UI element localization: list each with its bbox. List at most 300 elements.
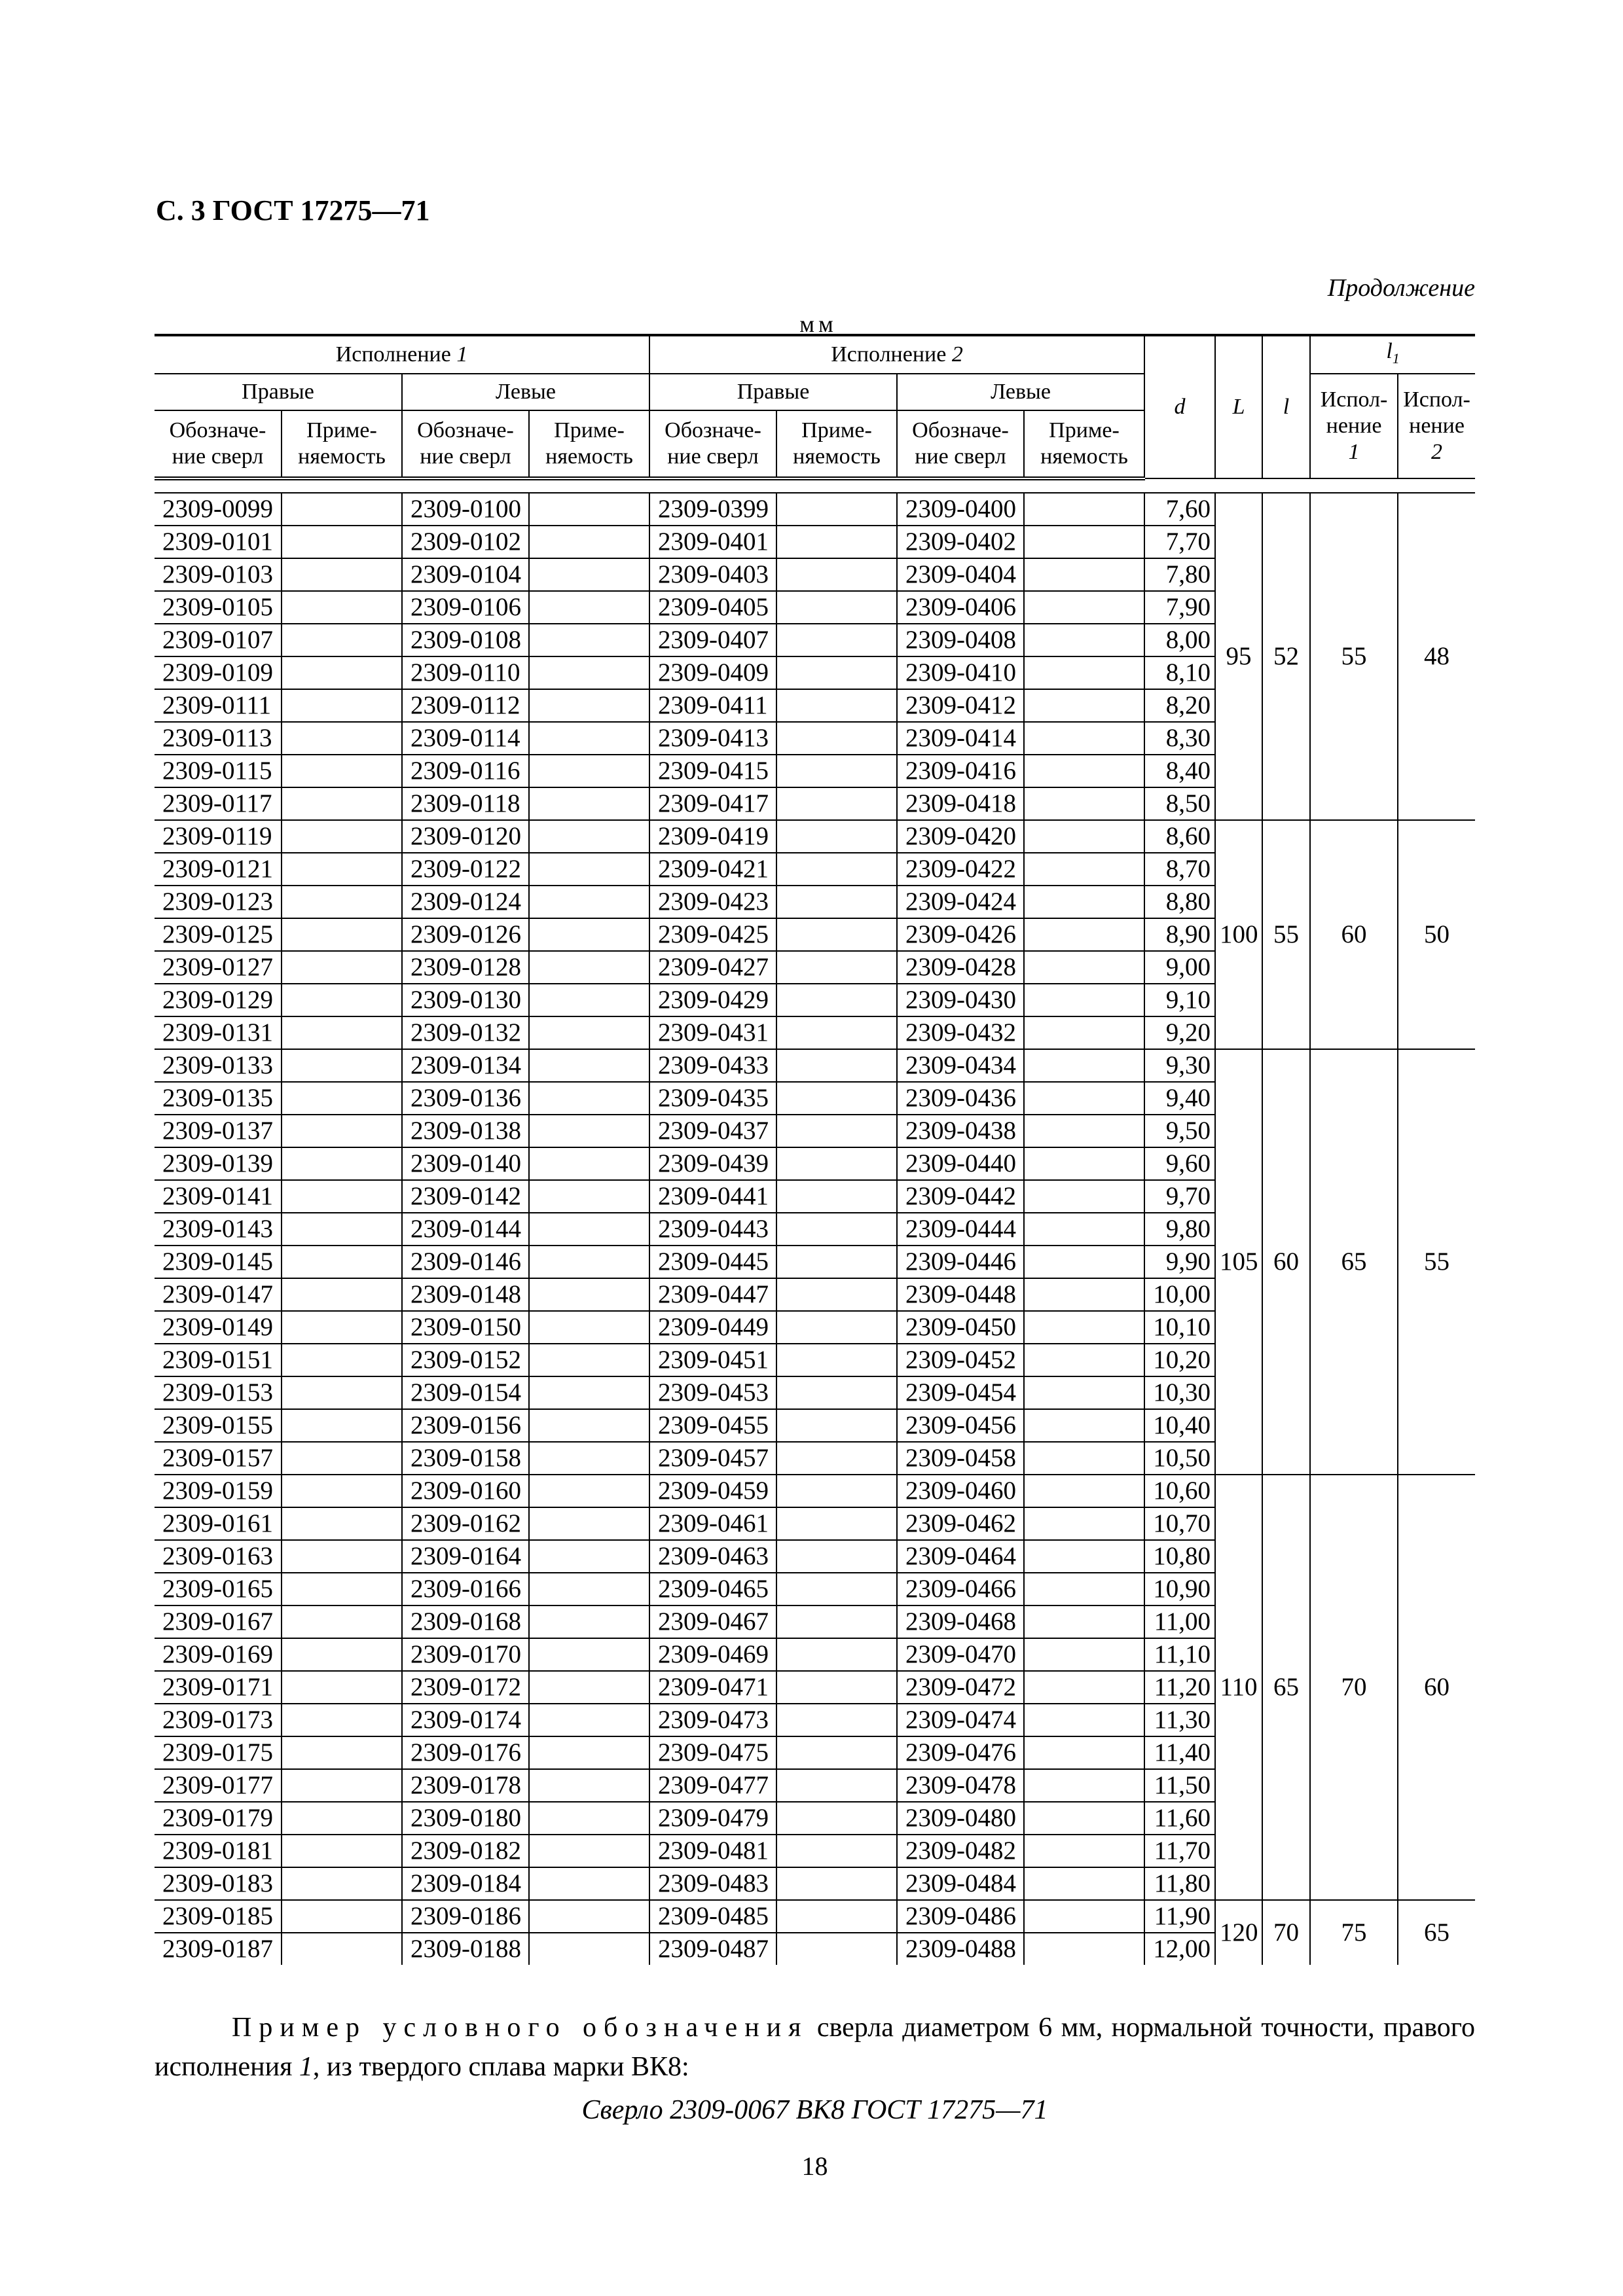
applicability-cell <box>776 1638 897 1671</box>
designation-left-1: 2309-0180 <box>402 1802 529 1835</box>
header-l: l <box>1262 335 1310 478</box>
applicability-cell <box>529 1115 649 1147</box>
designation-left-2: 2309-0438 <box>897 1115 1024 1147</box>
applicability-cell <box>776 1115 897 1147</box>
designation-right-1: 2309-0121 <box>155 853 282 886</box>
diameter-cell: 7,90 <box>1144 591 1215 624</box>
applicability-cell <box>776 1213 897 1246</box>
applicability-cell <box>1024 886 1144 918</box>
designation-left-1: 2309-0158 <box>402 1442 529 1475</box>
designation-left-2: 2309-0488 <box>897 1933 1024 1965</box>
designation-right-2: 2309-0471 <box>649 1671 776 1704</box>
diameter-cell: 10,80 <box>1144 1540 1215 1573</box>
applicability-cell <box>529 1376 649 1409</box>
designation-right-1: 2309-0169 <box>155 1638 282 1671</box>
header-l1-execution-2: Испол- нение 2 <box>1398 374 1475 478</box>
applicability-cell <box>1024 1147 1144 1180</box>
designation-left-1: 2309-0164 <box>402 1540 529 1573</box>
applicability-cell <box>282 853 402 886</box>
designation-left-2: 2309-0452 <box>897 1344 1024 1376</box>
applicability-cell <box>1024 755 1144 787</box>
l1-execution-1-cell: 65 <box>1310 1049 1398 1475</box>
applicability-cell <box>529 1213 649 1246</box>
designation-left-2: 2309-0460 <box>897 1475 1024 1507</box>
applicability-cell <box>1024 591 1144 624</box>
applicability-cell <box>776 1835 897 1867</box>
applicability-cell <box>1024 1867 1144 1900</box>
designation-left-1: 2309-0146 <box>402 1246 529 1278</box>
applicability-cell <box>529 493 649 526</box>
applicability-cell <box>776 1867 897 1900</box>
applicability-cell <box>776 591 897 624</box>
applicability-cell <box>776 1475 897 1507</box>
applicability-cell <box>282 558 402 591</box>
designation-right-2: 2309-0451 <box>649 1344 776 1376</box>
designation-left-2: 2309-0406 <box>897 591 1024 624</box>
designation-left-2: 2309-0416 <box>897 755 1024 787</box>
designation-left-2: 2309-0456 <box>897 1409 1024 1442</box>
designation-right-1: 2309-0101 <box>155 526 282 558</box>
designation-right-1: 2309-0171 <box>155 1671 282 1704</box>
applicability-cell <box>1024 1278 1144 1311</box>
applicability-cell <box>282 493 402 526</box>
designation-right-1: 2309-0173 <box>155 1704 282 1736</box>
designation-left-1: 2309-0184 <box>402 1867 529 1900</box>
designation-left-1: 2309-0132 <box>402 1016 529 1049</box>
designation-right-2: 2309-0443 <box>649 1213 776 1246</box>
l1-execution-2-cell: 55 <box>1398 1049 1475 1475</box>
designation-right-2: 2309-0421 <box>649 853 776 886</box>
applicability-cell <box>776 1736 897 1769</box>
diameter-cell: 9,90 <box>1144 1246 1215 1278</box>
applicability-cell <box>1024 1605 1144 1638</box>
designation-left-2: 2309-0402 <box>897 526 1024 558</box>
designation-right-1: 2309-0185 <box>155 1900 282 1933</box>
applicability-cell <box>1024 1573 1144 1605</box>
diameter-cell: 9,30 <box>1144 1049 1215 1082</box>
diameter-cell: 8,50 <box>1144 787 1215 820</box>
applicability-cell <box>529 787 649 820</box>
applicability-cell <box>529 918 649 951</box>
designation-left-1: 2309-0176 <box>402 1736 529 1769</box>
applicability-cell <box>1024 558 1144 591</box>
designation-right-1: 2309-0135 <box>155 1082 282 1115</box>
applicability-cell <box>529 1736 649 1769</box>
designation-right-2: 2309-0405 <box>649 591 776 624</box>
designation-left-1: 2309-0178 <box>402 1769 529 1802</box>
applicability-cell <box>1024 1933 1144 1965</box>
designation-right-2: 2309-0415 <box>649 755 776 787</box>
designation-right-2: 2309-0413 <box>649 722 776 755</box>
designation-right-2: 2309-0483 <box>649 1867 776 1900</box>
designation-left-1: 2309-0174 <box>402 1704 529 1736</box>
applicability-cell <box>282 787 402 820</box>
applicability-cell <box>529 1475 649 1507</box>
designation-left-1: 2309-0182 <box>402 1835 529 1867</box>
designation-left-1: 2309-0170 <box>402 1638 529 1671</box>
designation-left-1: 2309-0136 <box>402 1082 529 1115</box>
applicability-cell <box>1024 820 1144 853</box>
applicability-cell <box>282 1605 402 1638</box>
applicability-cell <box>776 1802 897 1835</box>
designation-right-1: 2309-0141 <box>155 1180 282 1213</box>
designation-left-1: 2309-0144 <box>402 1213 529 1246</box>
designation-right-2: 2309-0457 <box>649 1442 776 1475</box>
designation-right-1: 2309-0187 <box>155 1933 282 1965</box>
designation-left-1: 2309-0156 <box>402 1409 529 1442</box>
applicability-cell <box>776 1311 897 1344</box>
diameter-cell: 10,30 <box>1144 1376 1215 1409</box>
designation-right-1: 2309-0099 <box>155 493 282 526</box>
applicability-cell <box>282 1867 402 1900</box>
designation-left-2: 2309-0472 <box>897 1671 1024 1704</box>
designation-left-1: 2309-0118 <box>402 787 529 820</box>
applicability-cell <box>1024 1376 1144 1409</box>
header-applicability: Приме- няемость <box>529 410 649 478</box>
diameter-cell: 7,80 <box>1144 558 1215 591</box>
header-d: d <box>1144 335 1215 478</box>
applicability-cell <box>282 1475 402 1507</box>
length-l-cell: 52 <box>1262 493 1310 820</box>
applicability-cell <box>529 1605 649 1638</box>
length-L-cell: 95 <box>1215 493 1262 820</box>
applicability-cell <box>776 984 897 1016</box>
applicability-cell <box>1024 1115 1144 1147</box>
designation-left-2: 2309-0426 <box>897 918 1024 951</box>
designation-right-2: 2309-0431 <box>649 1016 776 1049</box>
applicability-cell <box>529 591 649 624</box>
designation-left-2: 2309-0458 <box>897 1442 1024 1475</box>
designation-right-2: 2309-0411 <box>649 689 776 722</box>
diameter-cell: 11,80 <box>1144 1867 1215 1900</box>
header-designation: Обозначе- ние сверл <box>897 410 1024 478</box>
designation-right-2: 2309-0401 <box>649 526 776 558</box>
designation-right-1: 2309-0161 <box>155 1507 282 1540</box>
l1-execution-1-cell: 55 <box>1310 493 1398 820</box>
applicability-cell <box>776 1507 897 1540</box>
applicability-cell <box>1024 689 1144 722</box>
diameter-cell: 9,00 <box>1144 951 1215 984</box>
applicability-cell <box>1024 1507 1144 1540</box>
designation-left-2: 2309-0436 <box>897 1082 1024 1115</box>
diameter-cell: 11,90 <box>1144 1900 1215 1933</box>
diameter-cell: 8,70 <box>1144 853 1215 886</box>
applicability-cell <box>776 1900 897 1933</box>
header-right-1: Правые <box>155 374 402 410</box>
applicability-cell <box>1024 1344 1144 1376</box>
designation-left-2: 2309-0480 <box>897 1802 1024 1835</box>
designation-left-2: 2309-0446 <box>897 1246 1024 1278</box>
applicability-cell <box>776 1704 897 1736</box>
designation-left-2: 2309-0408 <box>897 624 1024 656</box>
units-label: мм <box>799 311 837 337</box>
applicability-cell <box>1024 1638 1144 1671</box>
applicability-cell <box>282 1802 402 1835</box>
designation-left-1: 2309-0154 <box>402 1376 529 1409</box>
designation-right-1: 2309-0123 <box>155 886 282 918</box>
header-right-2: Правые <box>649 374 897 410</box>
designation-right-2: 2309-0407 <box>649 624 776 656</box>
designation-right-1: 2309-0175 <box>155 1736 282 1769</box>
designation-right-1: 2309-0137 <box>155 1115 282 1147</box>
header-execution-2: Исполнение 2 <box>649 335 1144 374</box>
applicability-cell <box>776 1671 897 1704</box>
designation-right-1: 2309-0115 <box>155 755 282 787</box>
applicability-cell <box>529 1082 649 1115</box>
designation-left-1: 2309-0134 <box>402 1049 529 1082</box>
applicability-cell <box>776 853 897 886</box>
applicability-cell <box>529 886 649 918</box>
header-execution-1: Исполнение 1 <box>155 335 649 374</box>
length-l-cell: 55 <box>1262 820 1310 1049</box>
applicability-cell <box>529 1573 649 1605</box>
applicability-cell <box>529 1769 649 1802</box>
designation-left-2: 2309-0420 <box>897 820 1024 853</box>
applicability-cell <box>529 1835 649 1867</box>
designation-right-1: 2309-0119 <box>155 820 282 853</box>
applicability-cell <box>776 755 897 787</box>
diameter-cell: 8,90 <box>1144 918 1215 951</box>
applicability-cell <box>282 1900 402 1933</box>
applicability-cell <box>282 1147 402 1180</box>
designation-right-2: 2309-0463 <box>649 1540 776 1573</box>
applicability-cell <box>282 820 402 853</box>
applicability-cell <box>529 820 649 853</box>
designation-right-2: 2309-0449 <box>649 1311 776 1344</box>
diameter-cell: 11,00 <box>1144 1605 1215 1638</box>
designation-right-2: 2309-0469 <box>649 1638 776 1671</box>
diameter-cell: 10,10 <box>1144 1311 1215 1344</box>
applicability-cell <box>1024 1802 1144 1835</box>
diameter-cell: 8,00 <box>1144 624 1215 656</box>
length-l-cell: 70 <box>1262 1900 1310 1965</box>
designation-right-1: 2309-0177 <box>155 1769 282 1802</box>
l1-execution-1-cell: 70 <box>1310 1475 1398 1900</box>
header-designation: Обозначе- ние сверл <box>402 410 529 478</box>
applicability-cell <box>776 1049 897 1082</box>
applicability-cell <box>1024 918 1144 951</box>
designation-left-1: 2309-0130 <box>402 984 529 1016</box>
applicability-cell <box>1024 526 1144 558</box>
header-left-2: Левые <box>897 374 1144 410</box>
designation-right-1: 2309-0167 <box>155 1605 282 1638</box>
applicability-cell <box>282 1115 402 1147</box>
diameter-cell: 11,10 <box>1144 1638 1215 1671</box>
length-L-cell: 100 <box>1215 820 1262 1049</box>
designation-right-2: 2309-0461 <box>649 1507 776 1540</box>
designation-left-1: 2309-0188 <box>402 1933 529 1965</box>
designation-left-2: 2309-0442 <box>897 1180 1024 1213</box>
applicability-cell <box>529 853 649 886</box>
applicability-cell <box>529 1246 649 1278</box>
designation-left-2: 2309-0476 <box>897 1736 1024 1769</box>
applicability-cell <box>776 1442 897 1475</box>
designation-left-2: 2309-0468 <box>897 1605 1024 1638</box>
example-designation: Сверло 2309-0067 ВК8 ГОСТ 17275—71 <box>581 2095 1048 2125</box>
applicability-cell <box>529 1278 649 1311</box>
applicability-cell <box>529 1147 649 1180</box>
applicability-cell <box>529 1311 649 1344</box>
designation-right-1: 2309-0179 <box>155 1802 282 1835</box>
applicability-cell <box>282 1344 402 1376</box>
applicability-cell <box>1024 1704 1144 1736</box>
designation-right-1: 2309-0155 <box>155 1409 282 1442</box>
designation-left-1: 2309-0128 <box>402 951 529 984</box>
drills-table <box>155 334 1475 1965</box>
applicability-cell <box>282 886 402 918</box>
designation-left-1: 2309-0114 <box>402 722 529 755</box>
header-left-1: Левые <box>402 374 649 410</box>
applicability-cell <box>529 624 649 656</box>
applicability-cell <box>529 1638 649 1671</box>
applicability-cell <box>282 1376 402 1409</box>
designation-right-2: 2309-0417 <box>649 787 776 820</box>
header-l1: $l_1$ <box>1310 335 1475 374</box>
designation-left-1: 2309-0108 <box>402 624 529 656</box>
length-L-cell: 105 <box>1215 1049 1262 1475</box>
designation-right-2: 2309-0473 <box>649 1704 776 1736</box>
designation-right-1: 2309-0117 <box>155 787 282 820</box>
designation-right-2: 2309-0453 <box>649 1376 776 1409</box>
applicability-cell <box>529 526 649 558</box>
applicability-cell <box>1024 1835 1144 1867</box>
designation-left-1: 2309-0150 <box>402 1311 529 1344</box>
designation-right-2: 2309-0485 <box>649 1900 776 1933</box>
designation-right-2: 2309-0445 <box>649 1246 776 1278</box>
diameter-cell: 9,40 <box>1144 1082 1215 1115</box>
applicability-cell <box>282 689 402 722</box>
designation-left-2: 2309-0462 <box>897 1507 1024 1540</box>
designation-left-2: 2309-0432 <box>897 1016 1024 1049</box>
designation-left-1: 2309-0162 <box>402 1507 529 1540</box>
diameter-cell: 11,30 <box>1144 1704 1215 1736</box>
diameter-cell: 11,70 <box>1144 1835 1215 1867</box>
diameter-cell: 8,80 <box>1144 886 1215 918</box>
applicability-cell <box>529 1442 649 1475</box>
designation-left-2: 2309-0478 <box>897 1769 1024 1802</box>
designation-left-2: 2309-0430 <box>897 984 1024 1016</box>
header-designation: Обозначе- ние сверл <box>155 410 282 478</box>
designation-left-2: 2309-0404 <box>897 558 1024 591</box>
applicability-cell <box>776 624 897 656</box>
header-l1-execution-1: Испол- нение 1 <box>1310 374 1398 478</box>
diameter-cell: 9,50 <box>1144 1115 1215 1147</box>
diameter-cell: 12,00 <box>1144 1933 1215 1965</box>
applicability-cell <box>776 493 897 526</box>
applicability-cell <box>282 624 402 656</box>
designation-right-1: 2309-0183 <box>155 1867 282 1900</box>
l1-execution-1-cell: 60 <box>1310 820 1398 1049</box>
applicability-cell <box>776 1376 897 1409</box>
designation-right-1: 2309-0129 <box>155 984 282 1016</box>
designation-left-2: 2309-0470 <box>897 1638 1024 1671</box>
applicability-cell <box>529 1933 649 1965</box>
applicability-cell <box>1024 493 1144 526</box>
designation-left-1: 2309-0152 <box>402 1344 529 1376</box>
designation-right-2: 2309-0439 <box>649 1147 776 1180</box>
l1-execution-2-cell: 48 <box>1398 493 1475 820</box>
header-designation: Обозначе- ние сверл <box>649 410 776 478</box>
applicability-cell <box>776 1933 897 1965</box>
designation-right-1: 2309-0153 <box>155 1376 282 1409</box>
table-row <box>155 1900 1475 1933</box>
designation-right-2: 2309-0403 <box>649 558 776 591</box>
designation-left-2: 2309-0424 <box>897 886 1024 918</box>
applicability-cell <box>776 1344 897 1376</box>
designation-right-1: 2309-0163 <box>155 1540 282 1573</box>
applicability-cell <box>282 1311 402 1344</box>
diameter-cell: 8,60 <box>1144 820 1215 853</box>
designation-right-2: 2309-0429 <box>649 984 776 1016</box>
header-L: L <box>1215 335 1262 478</box>
diameter-cell: 10,20 <box>1144 1344 1215 1376</box>
diameter-cell: 8,10 <box>1144 656 1215 689</box>
applicability-cell <box>282 1540 402 1573</box>
designation-right-2: 2309-0435 <box>649 1082 776 1115</box>
applicability-cell <box>776 1769 897 1802</box>
designation-right-1: 2309-0151 <box>155 1344 282 1376</box>
applicability-cell <box>529 951 649 984</box>
designation-left-1: 2309-0140 <box>402 1147 529 1180</box>
applicability-cell <box>1024 1671 1144 1704</box>
designation-left-2: 2309-0434 <box>897 1049 1024 1082</box>
designation-left-1: 2309-0102 <box>402 526 529 558</box>
applicability-cell <box>282 1082 402 1115</box>
designation-left-1: 2309-0124 <box>402 886 529 918</box>
designation-left-2: 2309-0422 <box>897 853 1024 886</box>
designation-left-2: 2309-0486 <box>897 1900 1024 1933</box>
applicability-cell <box>282 526 402 558</box>
diameter-cell: 10,60 <box>1144 1475 1215 1507</box>
designation-left-1: 2309-0112 <box>402 689 529 722</box>
l1-execution-2-cell: 65 <box>1398 1900 1475 1965</box>
designation-left-1: 2309-0120 <box>402 820 529 853</box>
applicability-cell <box>1024 1049 1144 1082</box>
designation-left-1: 2309-0110 <box>402 656 529 689</box>
designation-left-2: 2309-0418 <box>897 787 1024 820</box>
applicability-cell <box>1024 1016 1144 1049</box>
applicability-cell <box>776 1246 897 1278</box>
designation-right-2: 2309-0459 <box>649 1475 776 1507</box>
l1-execution-2-cell: 50 <box>1398 820 1475 1049</box>
designation-left-1: 2309-0116 <box>402 755 529 787</box>
designation-left-1: 2309-0172 <box>402 1671 529 1704</box>
applicability-cell <box>776 1147 897 1180</box>
designation-left-1: 2309-0148 <box>402 1278 529 1311</box>
applicability-cell <box>282 1507 402 1540</box>
diameter-cell: 7,60 <box>1144 493 1215 526</box>
designation-right-2: 2309-0467 <box>649 1605 776 1638</box>
applicability-cell <box>282 656 402 689</box>
applicability-cell <box>529 1016 649 1049</box>
designation-right-1: 2309-0133 <box>155 1049 282 1082</box>
table-row <box>155 493 1475 526</box>
applicability-cell <box>282 1049 402 1082</box>
designation-right-1: 2309-0147 <box>155 1278 282 1311</box>
applicability-cell <box>529 1802 649 1835</box>
applicability-cell <box>529 1409 649 1442</box>
continuation-label: Продолжение <box>1327 274 1475 302</box>
applicability-cell <box>282 1246 402 1278</box>
applicability-cell <box>1024 951 1144 984</box>
designation-right-1: 2309-0109 <box>155 656 282 689</box>
applicability-cell <box>776 1082 897 1115</box>
diameter-cell: 8,40 <box>1144 755 1215 787</box>
applicability-cell <box>529 1540 649 1573</box>
designation-left-1: 2309-0186 <box>402 1900 529 1933</box>
diameter-cell: 10,90 <box>1144 1573 1215 1605</box>
applicability-cell <box>776 1278 897 1311</box>
